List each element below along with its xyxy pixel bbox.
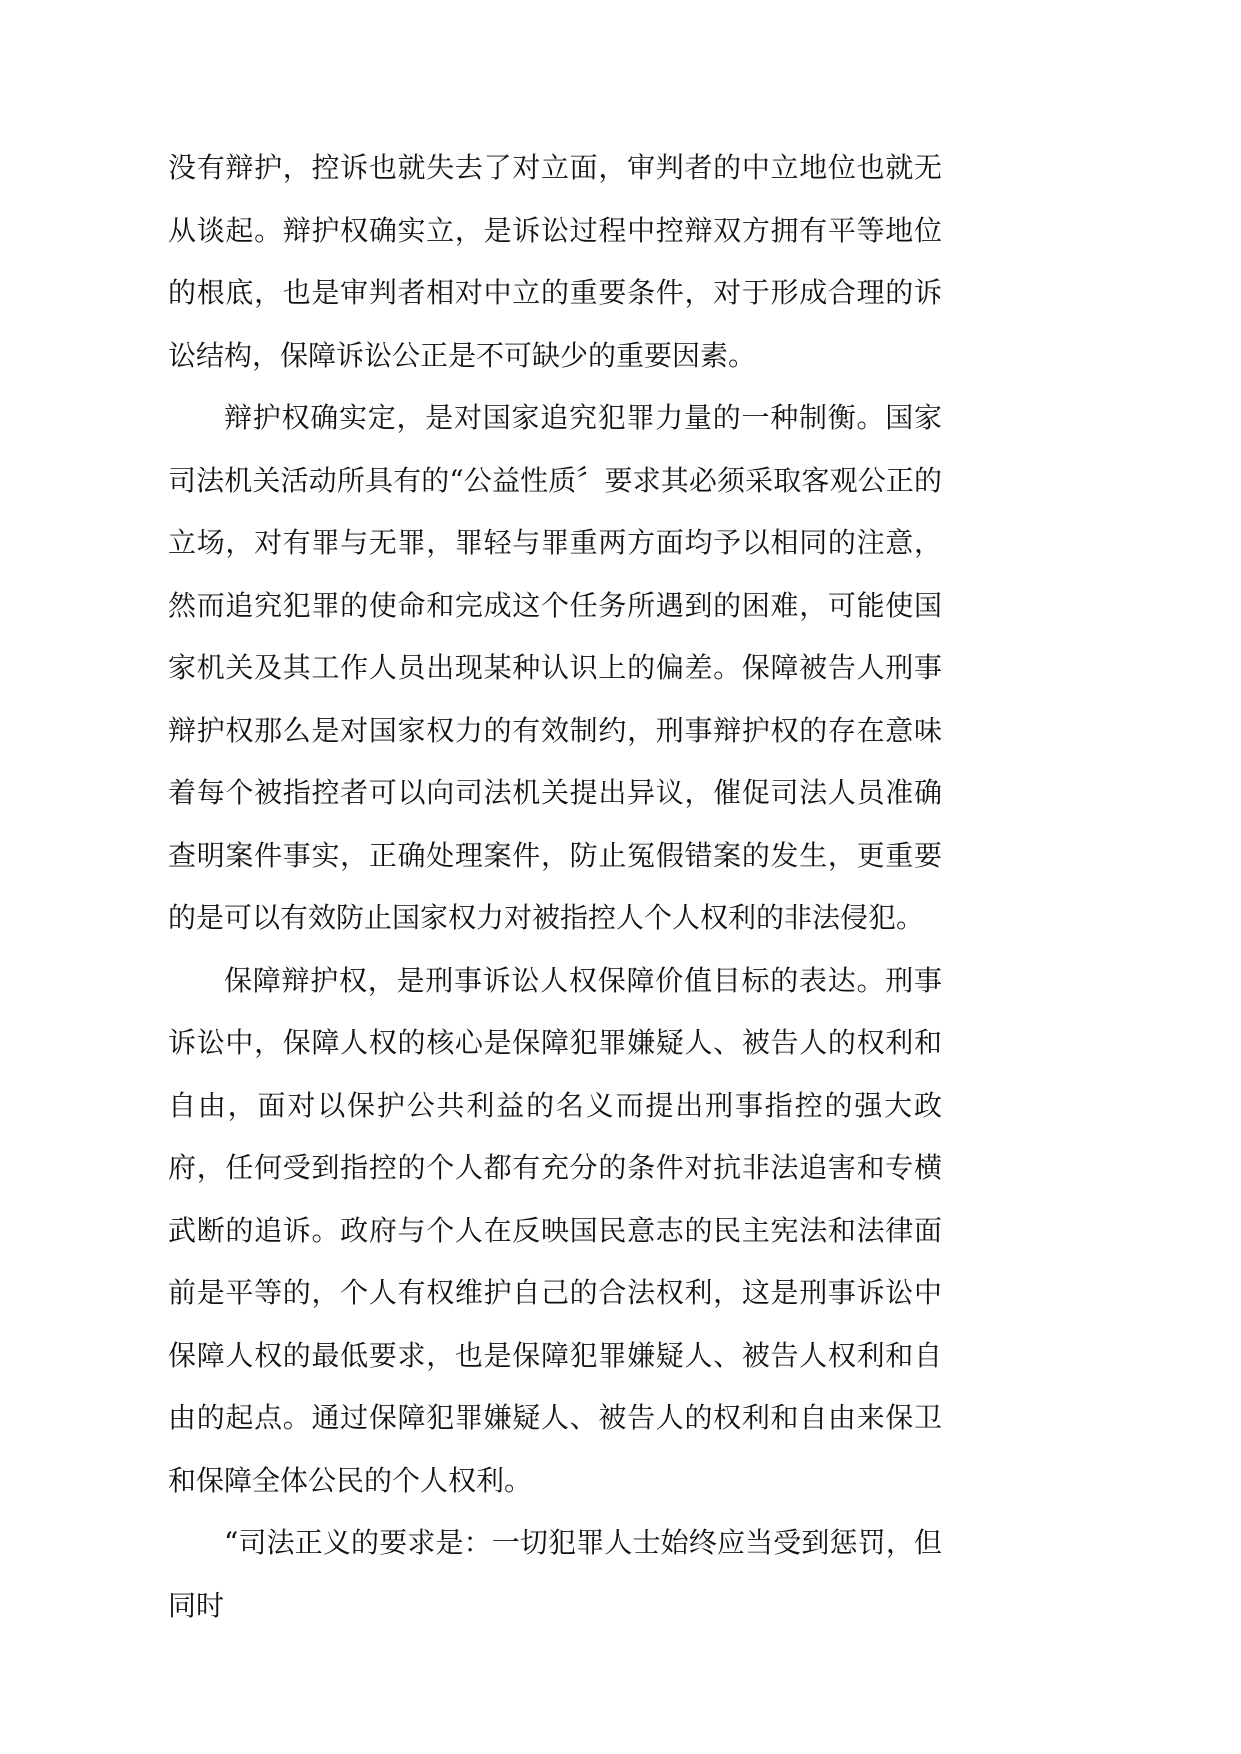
paragraph-defense-right-checks-state-power: 辩护权确实定，是对国家追究犯罪力量的一种制衡。国家司法机关活动所具有的“公益性质〞要求其必须采取客观公正的立场，对有罪与无罪，罪轻与罪重两方面均予以相同的注意，然而追究犯罪的使命和完成这个任务所遇到的困难，可能使国家机关及其工作人员出现某种认识上的偏差。保障被告人刑事辩护权那么是对国家权力的有效制约，刑事辩护权的存在意味着每个被指控者可以向司法机关提出异议，催促司法人员准确查明案件事实，正确处理案件，防止冤假错案的发生，更重要的是可以有效防止国家权力对被指控人个人权利的非法侵犯。 [168,401,942,934]
document-body [168,137,942,1637]
paragraph-human-rights-protection: 保障辩护权，是刑事诉讼人权保障价值目标的表达。刑事诉讼中，保障人权的核心是保障犯罪嫌疑人、被告人的权利和自由，面对以保护公共利益的名义而提出刑事指控的强大政府，任何受到指控的个人都有充分的条件对抗非法追害和专横武断的追诉。政府与个人在反映国民意志的民主宪法和法律面前是平等的，个人有权维护自己的合法权利，这是刑事诉讼中保障人权的最低要求，也是保障犯罪嫌疑人、被告人权利和自由的起点。通过保障犯罪嫌疑人、被告人的权利和自由来保卫和保障全体公民的个人权利。 [168,963,942,1497]
paragraph-judicial-justice-quote: “司法正义的要求是：一切犯罪人士始终应当受到惩罚，但同时 [168,1526,942,1622]
paragraph-continuation: 没有辩护，控诉也就失去了对立面，审判者的中立地位也就无从谈起。辩护权确实立，是诉讼过程中控辩双方拥有平等地位的根底，也是审判者相对中立的重要条件，对于形成合理的诉讼结构，保障诉讼公正是不可缺少的重要因素。 [168,151,942,372]
